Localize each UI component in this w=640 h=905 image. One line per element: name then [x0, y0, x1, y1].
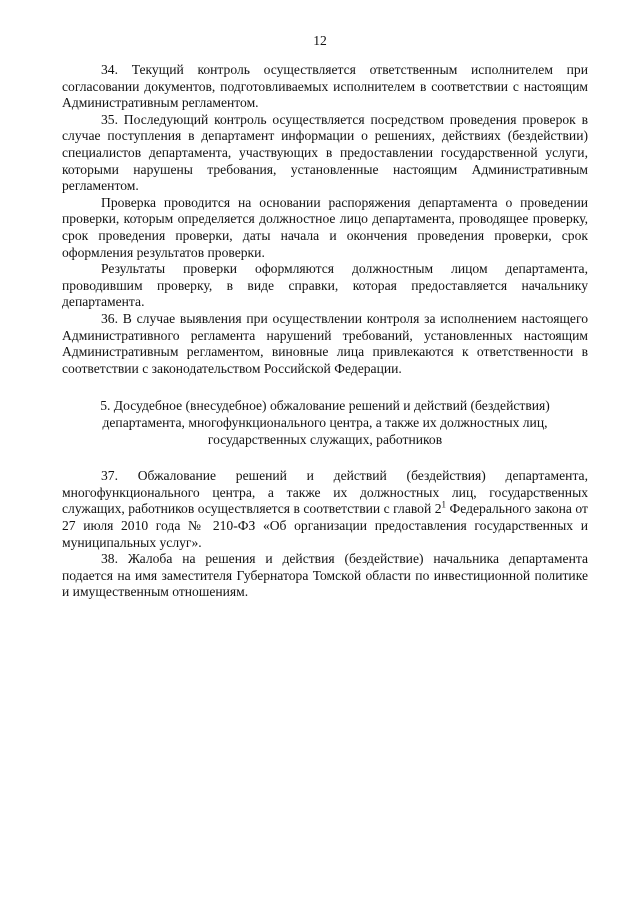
paragraph-37-text-b: Федерального закона от 27 июля 2010 года № 210-ФЗ «Об организации предоставления государственных и муниципальных услуг».: [62, 501, 588, 550]
paragraph-35: 35. Последующий контроль осуществляется посредством проведения проверок в случае поступления в департамент информации о решениях, действиях (бездействии) специалистов департамента, участвующих в предоставлении государственной услуги, которыми нарушены требования, установленные настоящим Административным регламентом.: [62, 111, 588, 194]
paragraph-36: 36. В случае выявления при осуществлении контроля за исполнением настоящего Административного регламента нарушений требований, установленных настоящим Административным регламентом, виновные лица привлекаются к ответственности в соответствии с законодательством Российской Федерации.: [62, 310, 588, 376]
section-5-title: [62, 397, 588, 448]
document-body: [62, 62, 588, 601]
section-title-line: департамента, многофункционального центра, а также их должностных лиц,: [102, 415, 548, 431]
chapter-superscript: 1: [441, 499, 447, 510]
paragraph-38: 38. Жалоба на решения и действия (бездействие) начальника департамента подается на имя заместителя Губернатора Томской области по инвестиционной политике и имущественным отношениям.: [62, 551, 588, 600]
section-title-line: государственных служащих, работников: [207, 432, 443, 448]
paragraph-37-text-a: 37. Обжалование решений и действий (бездействия) департамента, многофункционального центра, а также их должностных лиц, государственных служащих, работников осуществляется в соответствии с главой 2: [62, 468, 588, 517]
paragraph-37: [62, 468, 588, 551]
paragraph-34: 34. Текущий контроль осуществляется ответственным исполнителем при согласовании документов, подготовливаемых исполнителем в соответствии с настоящим Административным регламентом.: [62, 62, 588, 111]
paragraph-results: Результаты проверки оформляются должностным лицом департамента, проводившим проверку, в виде справки, которая предоставляется начальнику департамента.: [62, 261, 588, 310]
paragraph-inspection: Проверка проводится на основании распоряжения департамента о проведении проверки, которым определяется должностное лицо департамента, проводящее проверку, срок проведения проверки, даты начала и окончения проведения проверки, срок оформления результатов проверки.: [62, 194, 588, 260]
page-number: 12: [313, 33, 327, 48]
section-title-line: 5. Досудебное (внесудебное) обжалование решений и действий (бездействия): [100, 398, 550, 414]
